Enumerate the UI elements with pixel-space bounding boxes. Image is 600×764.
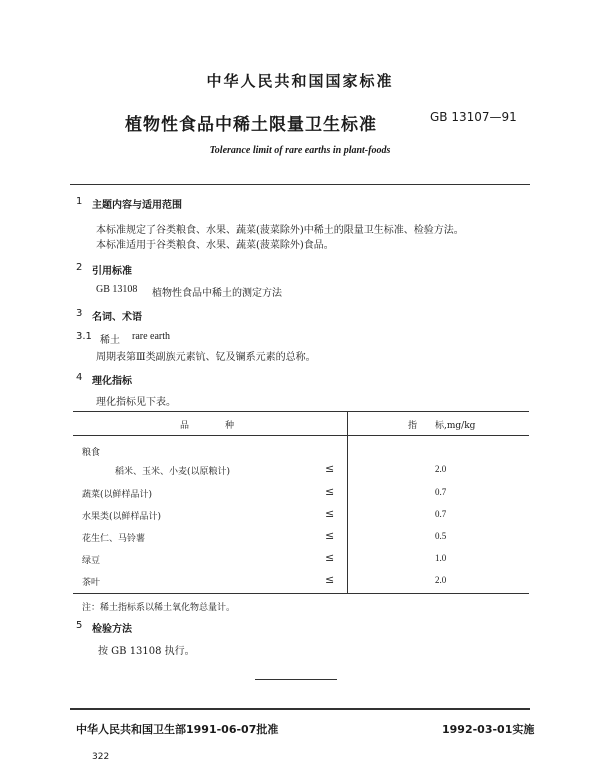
table-bottom-rule bbox=[73, 593, 529, 594]
row-value: 0.7 bbox=[435, 509, 447, 519]
effective-date: 1992-03-01实施 bbox=[442, 723, 535, 736]
reference-code: GB 13108 bbox=[96, 284, 138, 295]
footer-rule bbox=[70, 708, 530, 710]
subsection-3-1-number: 3.1 bbox=[76, 331, 92, 342]
term-en: rare earth bbox=[132, 331, 171, 342]
row-operator: ≤ bbox=[325, 462, 335, 475]
section-5-number: 5 bbox=[76, 620, 83, 631]
table-header-rule bbox=[73, 435, 529, 436]
row-value: 2.0 bbox=[435, 464, 447, 474]
english-title: Tolerance limit of rare earths in plant-foods bbox=[209, 145, 391, 156]
section-1-heading: 主题内容与适用范围 bbox=[92, 200, 182, 211]
page-number: 322 bbox=[92, 752, 110, 762]
table-group-label: 粮食 bbox=[82, 448, 101, 458]
row-operator: ≤ bbox=[325, 485, 335, 498]
row-value: 2.0 bbox=[435, 575, 447, 585]
end-mark-line bbox=[255, 679, 337, 680]
row-value: 0.5 bbox=[435, 531, 447, 541]
section-4-number: 4 bbox=[76, 372, 83, 383]
row-operator: ≤ bbox=[325, 573, 335, 586]
header-divider bbox=[70, 184, 530, 185]
approval-line: 中华人民共和国卫生部1991-06-07批准 bbox=[76, 723, 279, 736]
row-name: 稻米、玉米、小麦(以原粮计) bbox=[115, 467, 231, 477]
row-operator: ≤ bbox=[325, 507, 335, 520]
column-header-variety: 品 种 bbox=[180, 421, 235, 431]
section-3-heading: 名词、术语 bbox=[92, 312, 142, 323]
national-standard-heading: 中华人民共和国国家标准 bbox=[206, 72, 394, 90]
term-cn: 稀土 bbox=[100, 335, 120, 346]
row-name: 绿豆 bbox=[82, 556, 101, 566]
row-name: 蔬菜(以鲜样品计) bbox=[82, 490, 153, 500]
section-2-number: 2 bbox=[76, 262, 83, 273]
row-name: 茶叶 bbox=[82, 578, 101, 588]
row-name: 水果类(以鲜样品计) bbox=[82, 512, 162, 522]
section-5-text: 按 GB 13108 执行。 bbox=[98, 646, 195, 657]
table-top-rule bbox=[73, 411, 529, 412]
reference-title: 植物性食品中稀土的测定方法 bbox=[152, 288, 282, 299]
section-1-number: 1 bbox=[76, 196, 83, 207]
section-1-paragraph-1: 本标准规定了谷类粮食、水果、蔬菜(菠菜除外)中稀土的限量卫生标准、检验方法。 bbox=[96, 225, 464, 236]
section-4-heading: 理化指标 bbox=[92, 376, 132, 387]
term-definition: 周期表第Ⅲ类副族元素钪、钇及镧系元素的总称。 bbox=[96, 352, 316, 363]
table-note: 注：稀土指标系以稀土氧化物总量计。 bbox=[82, 603, 236, 613]
standard-code: GB 13107—91 bbox=[430, 110, 517, 124]
section-5-heading: 检验方法 bbox=[92, 624, 132, 635]
section-4-intro: 理化指标见下表。 bbox=[96, 397, 176, 408]
row-value: 0.7 bbox=[435, 487, 447, 497]
row-name: 花生仁、马铃薯 bbox=[82, 534, 146, 544]
section-3-number: 3 bbox=[76, 308, 83, 319]
row-operator: ≤ bbox=[325, 529, 335, 542]
section-1-paragraph-2: 本标准适用于谷类粮食、水果、蔬菜(菠菜除外)食品。 bbox=[96, 240, 334, 251]
row-operator: ≤ bbox=[325, 551, 335, 564]
row-value: 1.0 bbox=[435, 553, 447, 563]
column-header-index: 指 标,mg/kg bbox=[408, 421, 476, 431]
table-column-divider bbox=[347, 411, 348, 593]
section-2-heading: 引用标准 bbox=[92, 266, 132, 277]
document-title: 植物性食品中稀土限量卫生标准 bbox=[125, 115, 377, 135]
